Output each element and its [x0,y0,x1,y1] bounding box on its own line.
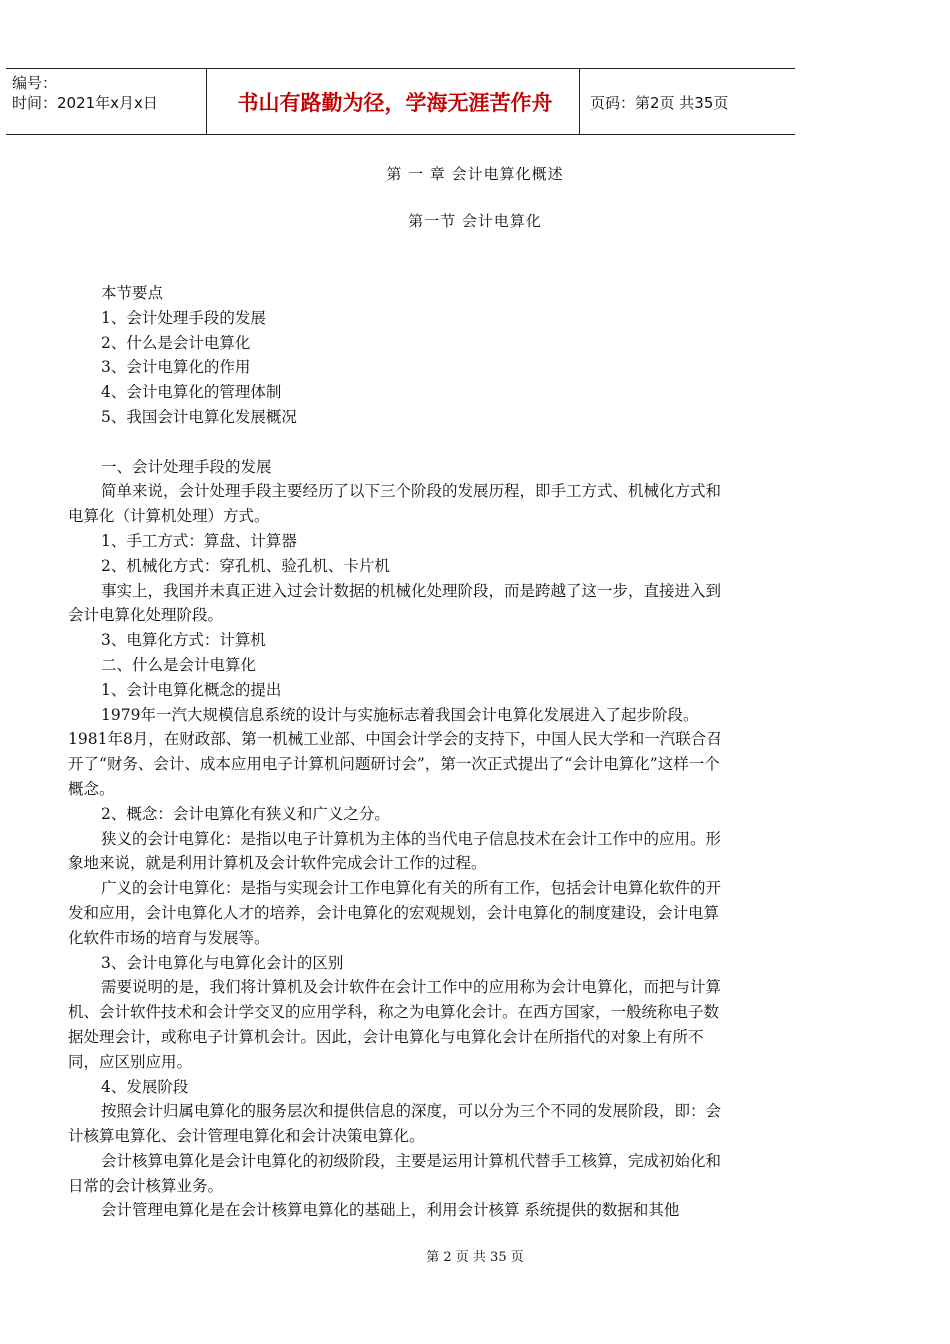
body-text [68,281,734,1223]
header-motto: 书山有路勤为径，学海无涯苦作舟 [237,91,553,115]
header-divider [579,69,580,135]
paragraph: 4、会计电算化的管理体制 [101,383,282,402]
paragraph: 2、机械化方式：穿孔机、验孔机、卡片机 [101,556,390,575]
paragraph: 1、会计电算化概念的提出 [101,680,282,699]
header-page-info: 页码：第2页 共35页 [590,93,729,112]
page-footer: 第 2 页 共 35 页 [426,1250,524,1265]
chapter-title: 第 一 章 会计电算化概述 [386,165,564,183]
header-meta [12,73,158,113]
paragraph: 4、发展阶段 [101,1077,189,1096]
spacer [68,430,734,455]
paragraph: 1、会计处理手段的发展 [101,308,266,327]
paragraph: 事实上，我国并未真正进入过会计数据的机械化处理阶段，而是跨越了这一步，直接进入到会计电算化处理阶段。 [68,581,722,625]
paragraph: 需要说明的是，我们将计算机及会计软件在会计工作中的应用称为会计电算化，而把与计算机、会计软件技术和会计学交叉的应用学科，称之为电算化会计。在西方国家，一般统称电子数据处理会计，或称电子计算机会计。因此，会计电算化与电算化会计在所指代的对象上有所不同，应区别应用。 [68,978,722,1071]
paragraph: 2、概念：会计电算化有狭义和广义之分。 [101,804,390,823]
paragraph: 1、手工方式：算盘、计算器 [101,531,297,550]
paragraph: 5、我国会计电算化发展概况 [101,407,297,426]
document-number: 编号： [12,74,58,92]
paragraph: 会计核算电算化是会计电算化的初级阶段，主要是运用计算机代替手工核算，完成初始化和日常的会计核算业务。 [68,1151,722,1195]
paragraph: 2、什么是会计电算化 [101,333,251,352]
paragraph: 会计管理电算化是在会计核算电算化的基础上，利用会计核算 系统提供的数据和其他 [101,1201,680,1220]
section-title: 第一节 会计电算化 [408,212,542,230]
paragraph: 1979年一汽大规模信息系统的设计与实施标志着我国会计电算化发展进入了起步阶段。1981年8月，在财政部、第一机械工业部、中国会计学会的支持下，中国人民大学和一汽联合召开了“财务、会计、成本应用电子计算机问题研讨会”，第一次正式提出了“会计电算化”这样一个概念。 [68,705,722,798]
paragraph: 3、电算化方式：计算机 [101,631,266,650]
paragraph: 广义的会计电算化：是指与实现会计工作电算化有关的所有工作，包括会计电算化软件的开发和应用，会计电算化人才的培养，会计电算化的宏观规划，会计电算化的制度建设，会计电算化软件市场的培育与发展等。 [68,879,722,947]
paragraph: 狭义的会计电算化：是指以电子计算机为主体的当代电子信息技术在会计工作中的应用。形象地来说，就是利用计算机及会计软件完成会计工作的过程。 [68,829,722,873]
page-header [6,68,795,135]
paragraph: 简单来说，会计处理手段主要经历了以下三个阶段的发展历程，即手工方式、机械化方式和电算化（计算机处理）方式。 [68,482,722,526]
paragraph: 3、会计电算化的作用 [101,358,251,377]
paragraph: 按照会计归属电算化的服务层次和提供信息的深度，可以分为三个不同的发展阶段，即：会计核算电算化、会计管理电算化和会计决策电算化。 [68,1102,722,1146]
header-divider [206,69,207,135]
paragraph: 本节要点 [101,284,164,302]
document-date: 时间：2021年x月x日 [12,94,158,112]
paragraph: 一、会计处理手段的发展 [101,457,272,476]
paragraph: 二、什么是会计电算化 [101,655,257,674]
paragraph: 3、会计电算化与电算化会计的区别 [101,953,344,972]
